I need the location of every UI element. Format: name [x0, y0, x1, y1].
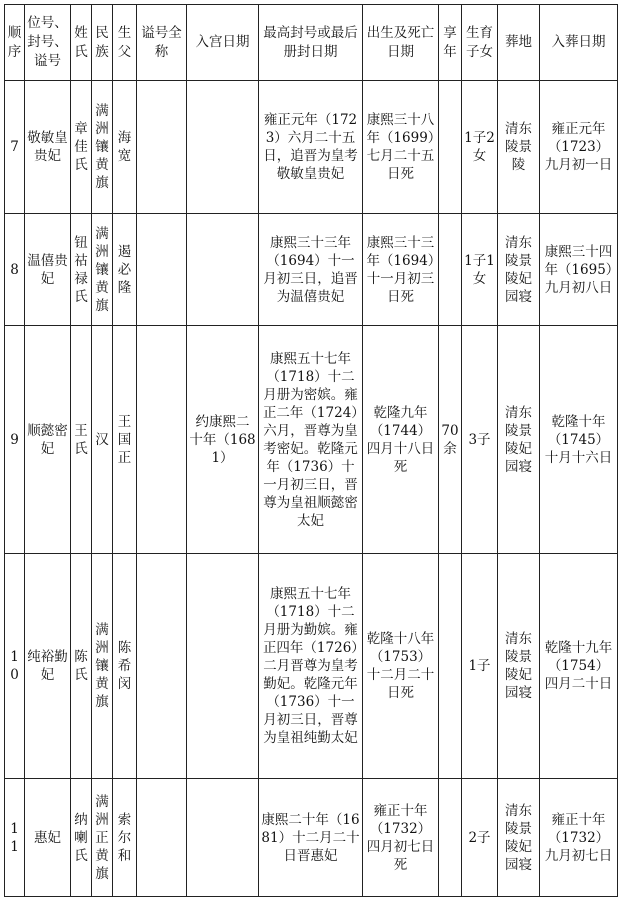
header-children: 生育子女: [462, 5, 498, 81]
cell-burial: 清东陵景陵妃园寝: [498, 779, 540, 897]
header-palace-entry: 入宫日期: [187, 5, 259, 81]
cell-birth-death: 乾隆九年（1744）四月十八日死: [363, 326, 439, 554]
header-title: 位号、封号、谥号: [25, 5, 71, 81]
header-posthumous-full: 谥号全称: [137, 5, 187, 81]
cell-palace-entry: [187, 779, 259, 897]
table-row: [5, 214, 618, 326]
cell-title: 惠妃: [25, 779, 71, 897]
cell-seq: 7: [5, 81, 25, 214]
cell-children: 1子: [462, 554, 498, 779]
cell-seq: 11: [5, 779, 25, 897]
cell-title: 敬敏皇贵妃: [25, 81, 71, 214]
cell-highest-title: 雍正元年（1723）六月二十五日，追晋为皇考敬敏皇贵妃: [259, 81, 363, 214]
cell-father: 遏必隆: [113, 214, 137, 326]
cell-surname: 钮祜禄氏: [71, 214, 92, 326]
cell-highest-title: 康熙五十七年（1718）十二月册为密嫔。雍正二年（1724）六月，晋尊为皇考密妃。乾隆元年（1736）十一月初三日，晋尊为皇祖顺懿密太妃: [259, 326, 363, 554]
header-age: 享年: [439, 5, 462, 81]
header-burial: 葬地: [498, 5, 540, 81]
cell-posthumous-full: [137, 214, 187, 326]
cell-burial-date: 康熙三十四年（1695）九月初八日: [540, 214, 618, 326]
cell-children: 1子1女: [462, 214, 498, 326]
cell-birth-death: 康熙三十八年（1699）七月二十五日死: [363, 81, 439, 214]
cell-surname: 陈氏: [71, 554, 92, 779]
cell-title: 纯裕勤妃: [25, 554, 71, 779]
cell-burial: 清东陵景陵妃园寝: [498, 214, 540, 326]
cell-burial-date: 雍正元年（1723）九月初一日: [540, 81, 618, 214]
cell-ethnicity: 满洲镶黄旗: [92, 81, 113, 214]
cell-burial: 清东陵景陵: [498, 81, 540, 214]
cell-ethnicity: 汉: [92, 326, 113, 554]
cell-father: 索尔和: [113, 779, 137, 897]
cell-ethnicity: 满洲镶黄旗: [92, 214, 113, 326]
cell-children: 1子2女: [462, 81, 498, 214]
table-row: [5, 326, 618, 554]
consorts-table: [4, 4, 618, 897]
cell-ethnicity: 满洲正黄旗: [92, 779, 113, 897]
cell-birth-death: 乾隆十八年（1753）十二月二十日死: [363, 554, 439, 779]
cell-seq: 8: [5, 214, 25, 326]
cell-highest-title: 康熙三十三年（1694）十一月初三日，追晋为温僖贵妃: [259, 214, 363, 326]
table-row: [5, 779, 618, 897]
cell-age: [439, 554, 462, 779]
cell-palace-entry: 约康熙二十年（1681）: [187, 326, 259, 554]
cell-children: 2子: [462, 779, 498, 897]
table-row: [5, 554, 618, 779]
cell-birth-death: 雍正十年（1732）四月初七日死: [363, 779, 439, 897]
cell-highest-title: 康熙二十年（1681）十二月二十日晋惠妃: [259, 779, 363, 897]
header-burial-date: 入葬日期: [540, 5, 618, 81]
cell-father: 海宽: [113, 81, 137, 214]
header-row: [5, 5, 618, 81]
cell-ethnicity: 满洲镶黄旗: [92, 554, 113, 779]
cell-posthumous-full: [137, 326, 187, 554]
cell-seq: 10: [5, 554, 25, 779]
header-highest-title: 最高封号或最后册封日期: [259, 5, 363, 81]
cell-children: 3子: [462, 326, 498, 554]
header-birth-death: 出生及死亡日期: [363, 5, 439, 81]
cell-age: [439, 214, 462, 326]
cell-burial-date: 雍正十年（1732）九月初七日: [540, 779, 618, 897]
cell-age: 70余: [439, 326, 462, 554]
cell-palace-entry: [187, 81, 259, 214]
cell-burial-date: 乾隆十年（1745）十月十六日: [540, 326, 618, 554]
cell-highest-title: 康熙五十七年（1718）十二月册为勤嫔。雍正四年（1726）二月晋尊为皇考勤妃。乾隆元年（1736）十一月初三日，晋尊为皇祖纯勤太妃: [259, 554, 363, 779]
cell-birth-death: 康熙三十三年（1694）十一月初三日死: [363, 214, 439, 326]
cell-seq: 9: [5, 326, 25, 554]
header-ethnicity: 民族: [92, 5, 113, 81]
cell-title: 顺懿密妃: [25, 326, 71, 554]
cell-father: 王国正: [113, 326, 137, 554]
cell-posthumous-full: [137, 779, 187, 897]
cell-palace-entry: [187, 554, 259, 779]
cell-title: 温僖贵妃: [25, 214, 71, 326]
header-surname: 姓氏: [71, 5, 92, 81]
cell-burial-date: 乾隆十九年（1754）四月二十日: [540, 554, 618, 779]
cell-age: [439, 81, 462, 214]
cell-posthumous-full: [137, 81, 187, 214]
cell-age: [439, 779, 462, 897]
cell-surname: 纳喇氏: [71, 779, 92, 897]
cell-surname: 章佳氏: [71, 81, 92, 214]
header-father: 生父: [113, 5, 137, 81]
table-row: [5, 81, 618, 214]
cell-palace-entry: [187, 214, 259, 326]
cell-burial: 清东陵景陵妃园寝: [498, 326, 540, 554]
cell-father: 陈希闵: [113, 554, 137, 779]
cell-posthumous-full: [137, 554, 187, 779]
cell-burial: 清东陵景陵妃园寝: [498, 554, 540, 779]
cell-surname: 王氏: [71, 326, 92, 554]
header-seq: 顺序: [5, 5, 25, 81]
